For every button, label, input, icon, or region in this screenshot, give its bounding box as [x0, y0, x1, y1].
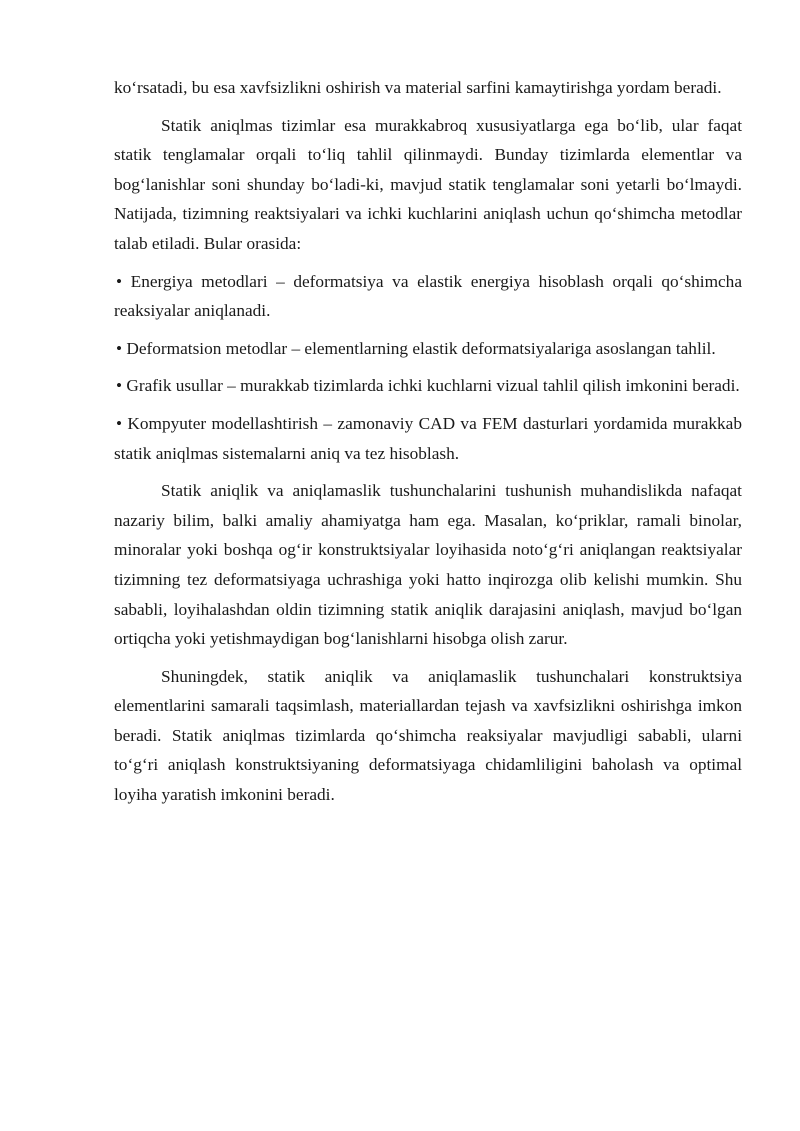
- list-item-computer-modeling: • Kompyuter modellashtirish – zamonaviy CAD va FEM dasturlari yordamida murakkab statik aniqlmas sistemalarni aniq va tez hisoblash.: [114, 413, 742, 463]
- list-item-energy-methods: • Energiya metodlari – deformatsiya va elastik energiya hisoblash orqali qo‘shimcha reaksiyalar aniqlanadi.: [114, 271, 742, 321]
- list-item-deformation-methods: • Deformatsion metodlar – elementlarning elastik deformatsiyalariga asoslangan tahlil.: [116, 338, 716, 358]
- paragraph-statically-indeterminate: Statik aniqlmas tizimlar esa murakkabroq xususiyatlarga ega bo‘lib, ular faqat statik tenglamalar orqali to‘liq tahlil qilinmaydi. Bunday tizimlarda elementlar va bog‘lanishlar soni shunday bo‘ladi-ki, mavjud statik tenglamalar soni yetarli bo‘lmaydi. Natijada, tizimning reaktsiyalari va ichki kuchlarini aniqlash uchun qo‘shimcha metodlar talab etiladi. Bular orasida:: [114, 115, 742, 253]
- paragraph-continuation: ko‘rsatadi, bu esa xavfsizlikni oshirish va material sarfini kamaytirishga yordam beradi.: [114, 78, 722, 97]
- paragraph-conclusion: Shuningdek, statik aniqlik va aniqlamaslik tushunchalari konstruktsiya elementlarini samarali taqsimlash, materiallardan tejash va xavfsizlikni oshirishga imkon beradi. Statik aniqlmas tizimlarda qo‘shimcha reaksiyalar mavjudligi sababli, ularni to‘g‘ri aniqlash konstruktsiyaning deformatsiyaga chidamliligini baholash va optimal loyiha yaratish imkonini beradi.: [114, 666, 742, 805]
- list-item-graphic-methods: • Grafik usullar – murakkab tizimlarda ichki kuchlarni vizual tahlil qilish imkonini beradi.: [116, 376, 740, 396]
- document-body: [114, 73, 742, 818]
- paragraph-engineering-importance: Statik aniqlik va aniqlamaslik tushunchalarini tushunish muhandislikda nafaqat nazariy bilim, balki amaliy ahamiyatga ham ega. Masalan, ko‘priklar, ramali binolar, minoralar yoki boshqa og‘ir konstruktsiyalar loyihasida noto‘g‘ri aniqlangan reaktsiyalar tizimning tez deformatsiyaga uchrashiga yoki hatto inqirozga olib kelishi mumkin. Shu sababli, loyihalashdan oldin tizimning statik aniqlik darajasini aniqlash, mavjud bo‘lgan ortiqcha yoki yetishmaydigan bog‘lanishlarni hisobga olish zarur.: [114, 481, 742, 649]
